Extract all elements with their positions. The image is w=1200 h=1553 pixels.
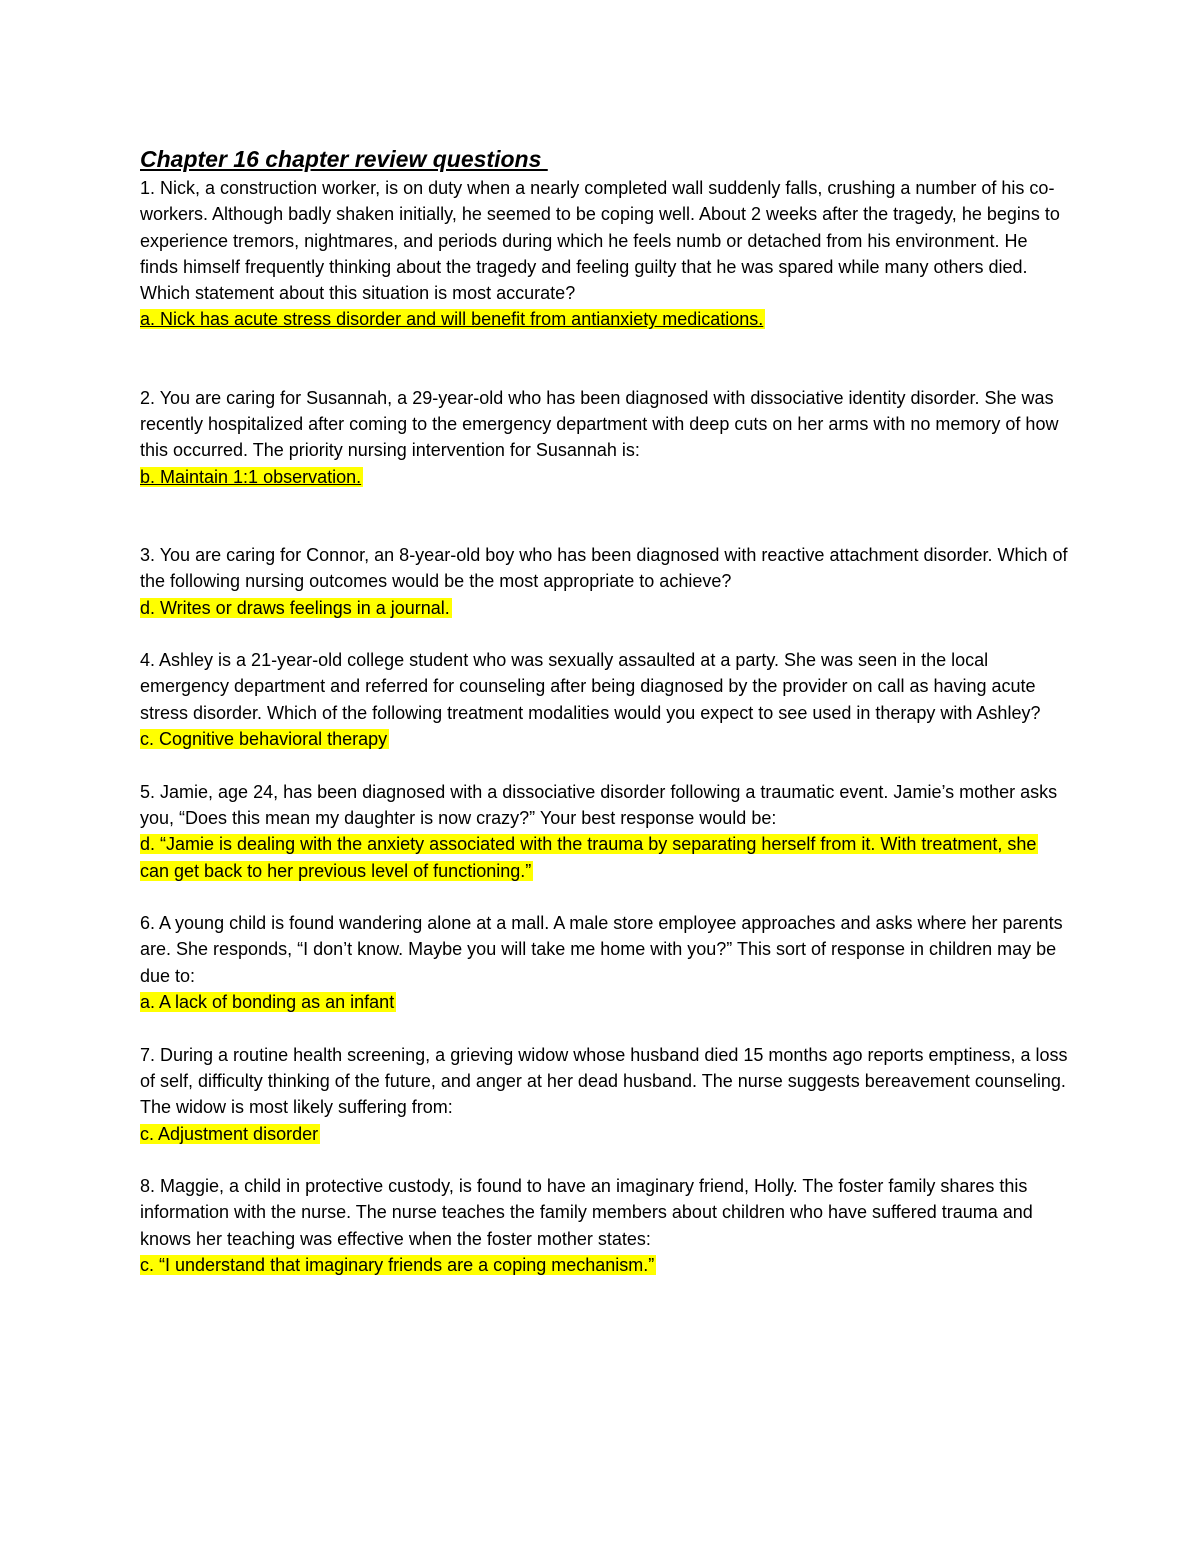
question-3-text: 3. You are caring for Connor, an 8-year-old boy who has been diagnosed with reactive attachment disorder. Which of the following nursing outcomes would be the most appropriate to achieve? xyxy=(140,544,1068,592)
question-5-answer xyxy=(140,831,1070,884)
answer-highlight: a. Nick has acute stress disorder and will benefit from antianxiety medications. xyxy=(140,309,764,330)
question-3 xyxy=(140,542,1070,621)
spacer xyxy=(140,752,1070,778)
document-page xyxy=(140,144,1070,1278)
spacer xyxy=(140,490,1070,542)
question-8 xyxy=(140,1173,1070,1278)
answer-highlight: c. Cognitive behavioral therapy xyxy=(140,729,388,750)
question-6-answer xyxy=(140,989,1070,1015)
question-8-text: 8. Maggie, a child in protective custody, is found to have an imaginary friend, Holly. The foster family shares this information with the nurse. The nurse teaches the family members about children who have suffered trauma and knows her teaching was effective when the foster mother states: xyxy=(140,1176,1033,1249)
question-2-text: 2. You are caring for Susannah, a 29-year-old who has been diagnosed with dissociative identity disorder. She was recently hospitalized after coming to the emergency department with deep cuts on her arms with no memory of how this occurred. The priority nursing intervention for Susannah is: xyxy=(140,387,1059,461)
question-6 xyxy=(140,910,1070,1015)
question-7-answer xyxy=(140,1121,1070,1147)
question-2 xyxy=(140,385,1070,490)
question-4-answer xyxy=(140,726,1070,752)
question-1-answer xyxy=(140,306,1070,332)
question-6-text: 6. A young child is found wandering alone at a mall. A male store employee approaches and asks where her parents are. She responds, “I don’t know. Maybe you will take me home with you?” This sort of response in children may be due to: xyxy=(140,913,1063,986)
answer-highlight: d. Writes or draws feelings in a journal. xyxy=(140,597,450,618)
question-1-text: 1. Nick, a construction worker, is on duty when a nearly completed wall suddenly falls, crushing a number of his co-workers. Although badly shaken initially, he seemed to be coping well. About 2 weeks after the tragedy, he begins to experience tremors, nightmares, and periods during which he feels numb or detached from his environment. He finds himself frequently thinking about the tragedy and feeling guilty that he was spared while many others died. Which statement about this situation is most accurate? xyxy=(140,178,1060,304)
question-4 xyxy=(140,647,1070,752)
question-7-text: 7. During a routine health screening, a grieving widow whose husband died 15 months ago reports emptiness, a loss of self, difficulty thinking of the future, and anger at her dead husband. The nurse suggests bereavement counseling. The widow is most likely suffering from: xyxy=(140,1044,1068,1118)
spacer xyxy=(140,1147,1070,1173)
page-title: Chapter 16 chapter review questions xyxy=(140,146,548,172)
question-8-answer xyxy=(140,1252,1070,1278)
question-1 xyxy=(140,175,1070,333)
question-5-text: 5. Jamie, age 24, has been diagnosed with a dissociative disorder following a traumatic event. Jamie’s mother asks you, “Does this mean my daughter is now crazy?” Your best response would be: xyxy=(140,781,1058,828)
question-7 xyxy=(140,1042,1070,1147)
answer-highlight: b. Maintain 1:1 observation. xyxy=(140,466,362,487)
spacer xyxy=(140,333,1070,385)
question-5 xyxy=(140,779,1070,884)
answer-highlight: a. A lack of bonding as an infant xyxy=(140,992,395,1013)
spacer xyxy=(140,621,1070,647)
answer-highlight: c. Adjustment disorder xyxy=(140,1123,319,1144)
spacer xyxy=(140,1015,1070,1041)
spacer xyxy=(140,884,1070,910)
question-4-text: 4. Ashley is a 21-year-old college student who was sexually assaulted at a party. She was seen in the local emergency department and referred for counseling after being diagnosed by the provider on call as having acute stress disorder. Which of the following treatment modalities would you expect to see used in therapy with Ashley? xyxy=(140,650,1041,723)
answer-highlight: d. “Jamie is dealing with the anxiety associated with the trauma by separating herself from it. With treatment, she can get back to her previous level of functioning.” xyxy=(140,834,1037,881)
question-2-answer xyxy=(140,464,1070,490)
question-3-answer xyxy=(140,595,1070,621)
answer-highlight: c. “I understand that imaginary friends are a coping mechanism.” xyxy=(140,1254,655,1275)
